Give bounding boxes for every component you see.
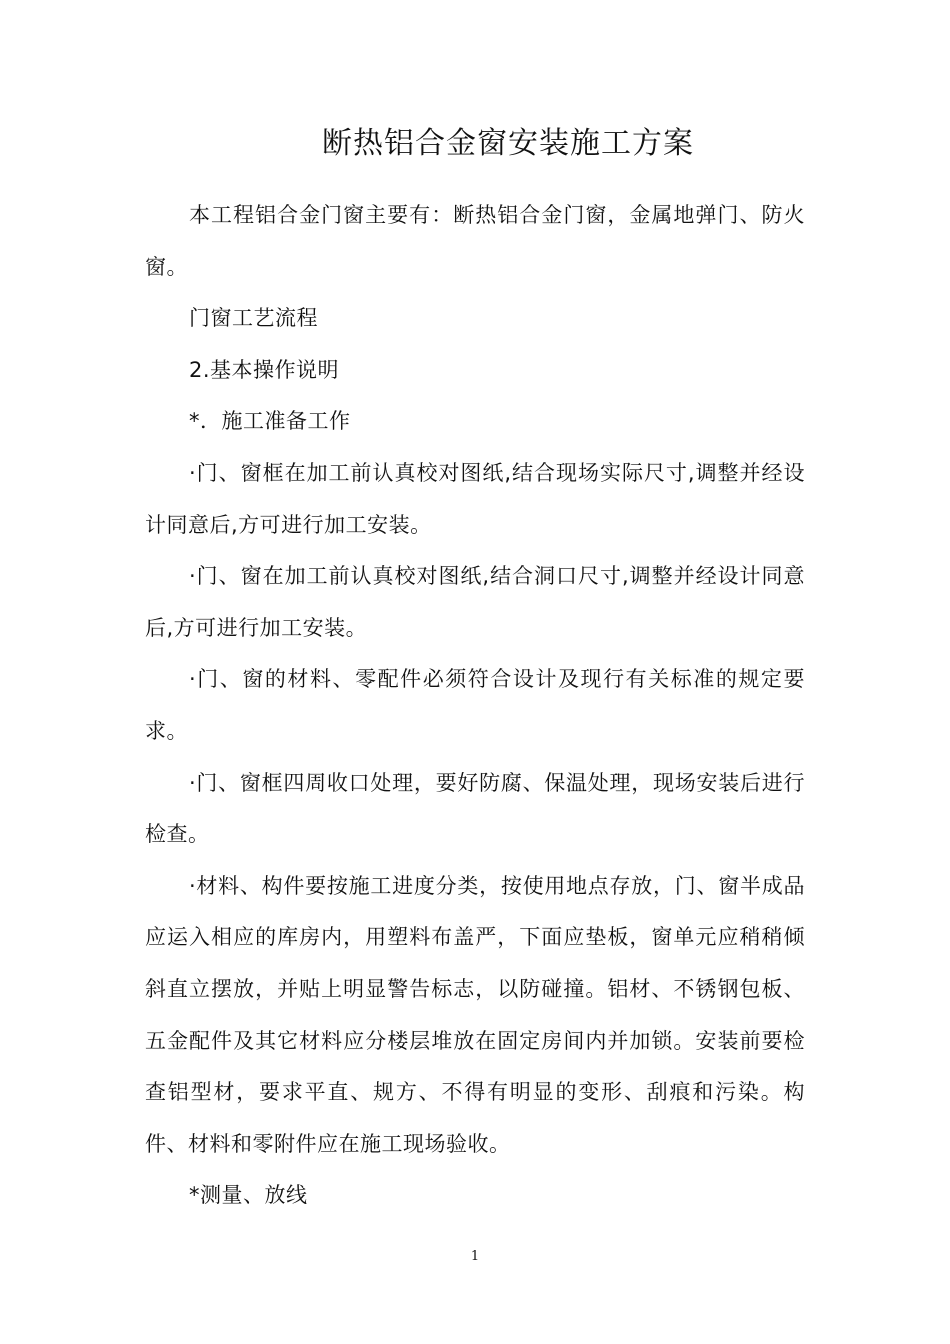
paragraph-storage: ·材料、构件要按施工进度分类，按使用地点存放，门、窗半成品应运入相应的库房内，用塑料布盖严，下面应垫板，窗单元应稍稍倾斜直立摆放，并贴上明显警告标志，以防碰撞。铝材、不锈钢包板、五金配件及其它材料应分楼层堆放在固定房间内并加锁。安装前要检查铝型材，要求平直、规方、不得有明显的变形、刮痕和污染。构件、材料和零附件应在施工现场验收。	[145, 873, 805, 1156]
paragraph-materials-standard: ·门、窗的材料、零配件必须符合设计及现行有关标准的规定要求。	[145, 667, 805, 743]
document-body	[145, 190, 805, 1222]
paragraph-window-check: ·门、窗在加工前认真校对图纸,结合洞口尺寸,调整并经设计同意后,方可进行加工安装。	[145, 564, 805, 640]
page-number: 1	[470, 1249, 480, 1264]
paragraph-process-heading: 门窗工艺流程	[189, 306, 318, 331]
paragraph-operation-heading: 2.基本操作说明	[189, 357, 340, 382]
paragraph-frame-check: ·门、窗框在加工前认真校对图纸,结合现场实际尺寸,调整并经设计同意后,方可进行加工安装。	[145, 460, 805, 537]
paragraph-edge-treatment: ·门、窗框四周收口处理，要好防腐、保温处理，现场安装后进行检查。	[145, 770, 805, 847]
document-title: 断热铝合金窗安装施工方案	[322, 126, 694, 161]
paragraph-scope: 本工程铝合金门窗主要有：断热铝合金门窗，金属地弹门、防火窗。	[145, 203, 805, 279]
paragraph-preparation-heading: *．施工准备工作	[189, 409, 351, 434]
paragraph-survey-heading: *测量、放线	[189, 1183, 308, 1208]
